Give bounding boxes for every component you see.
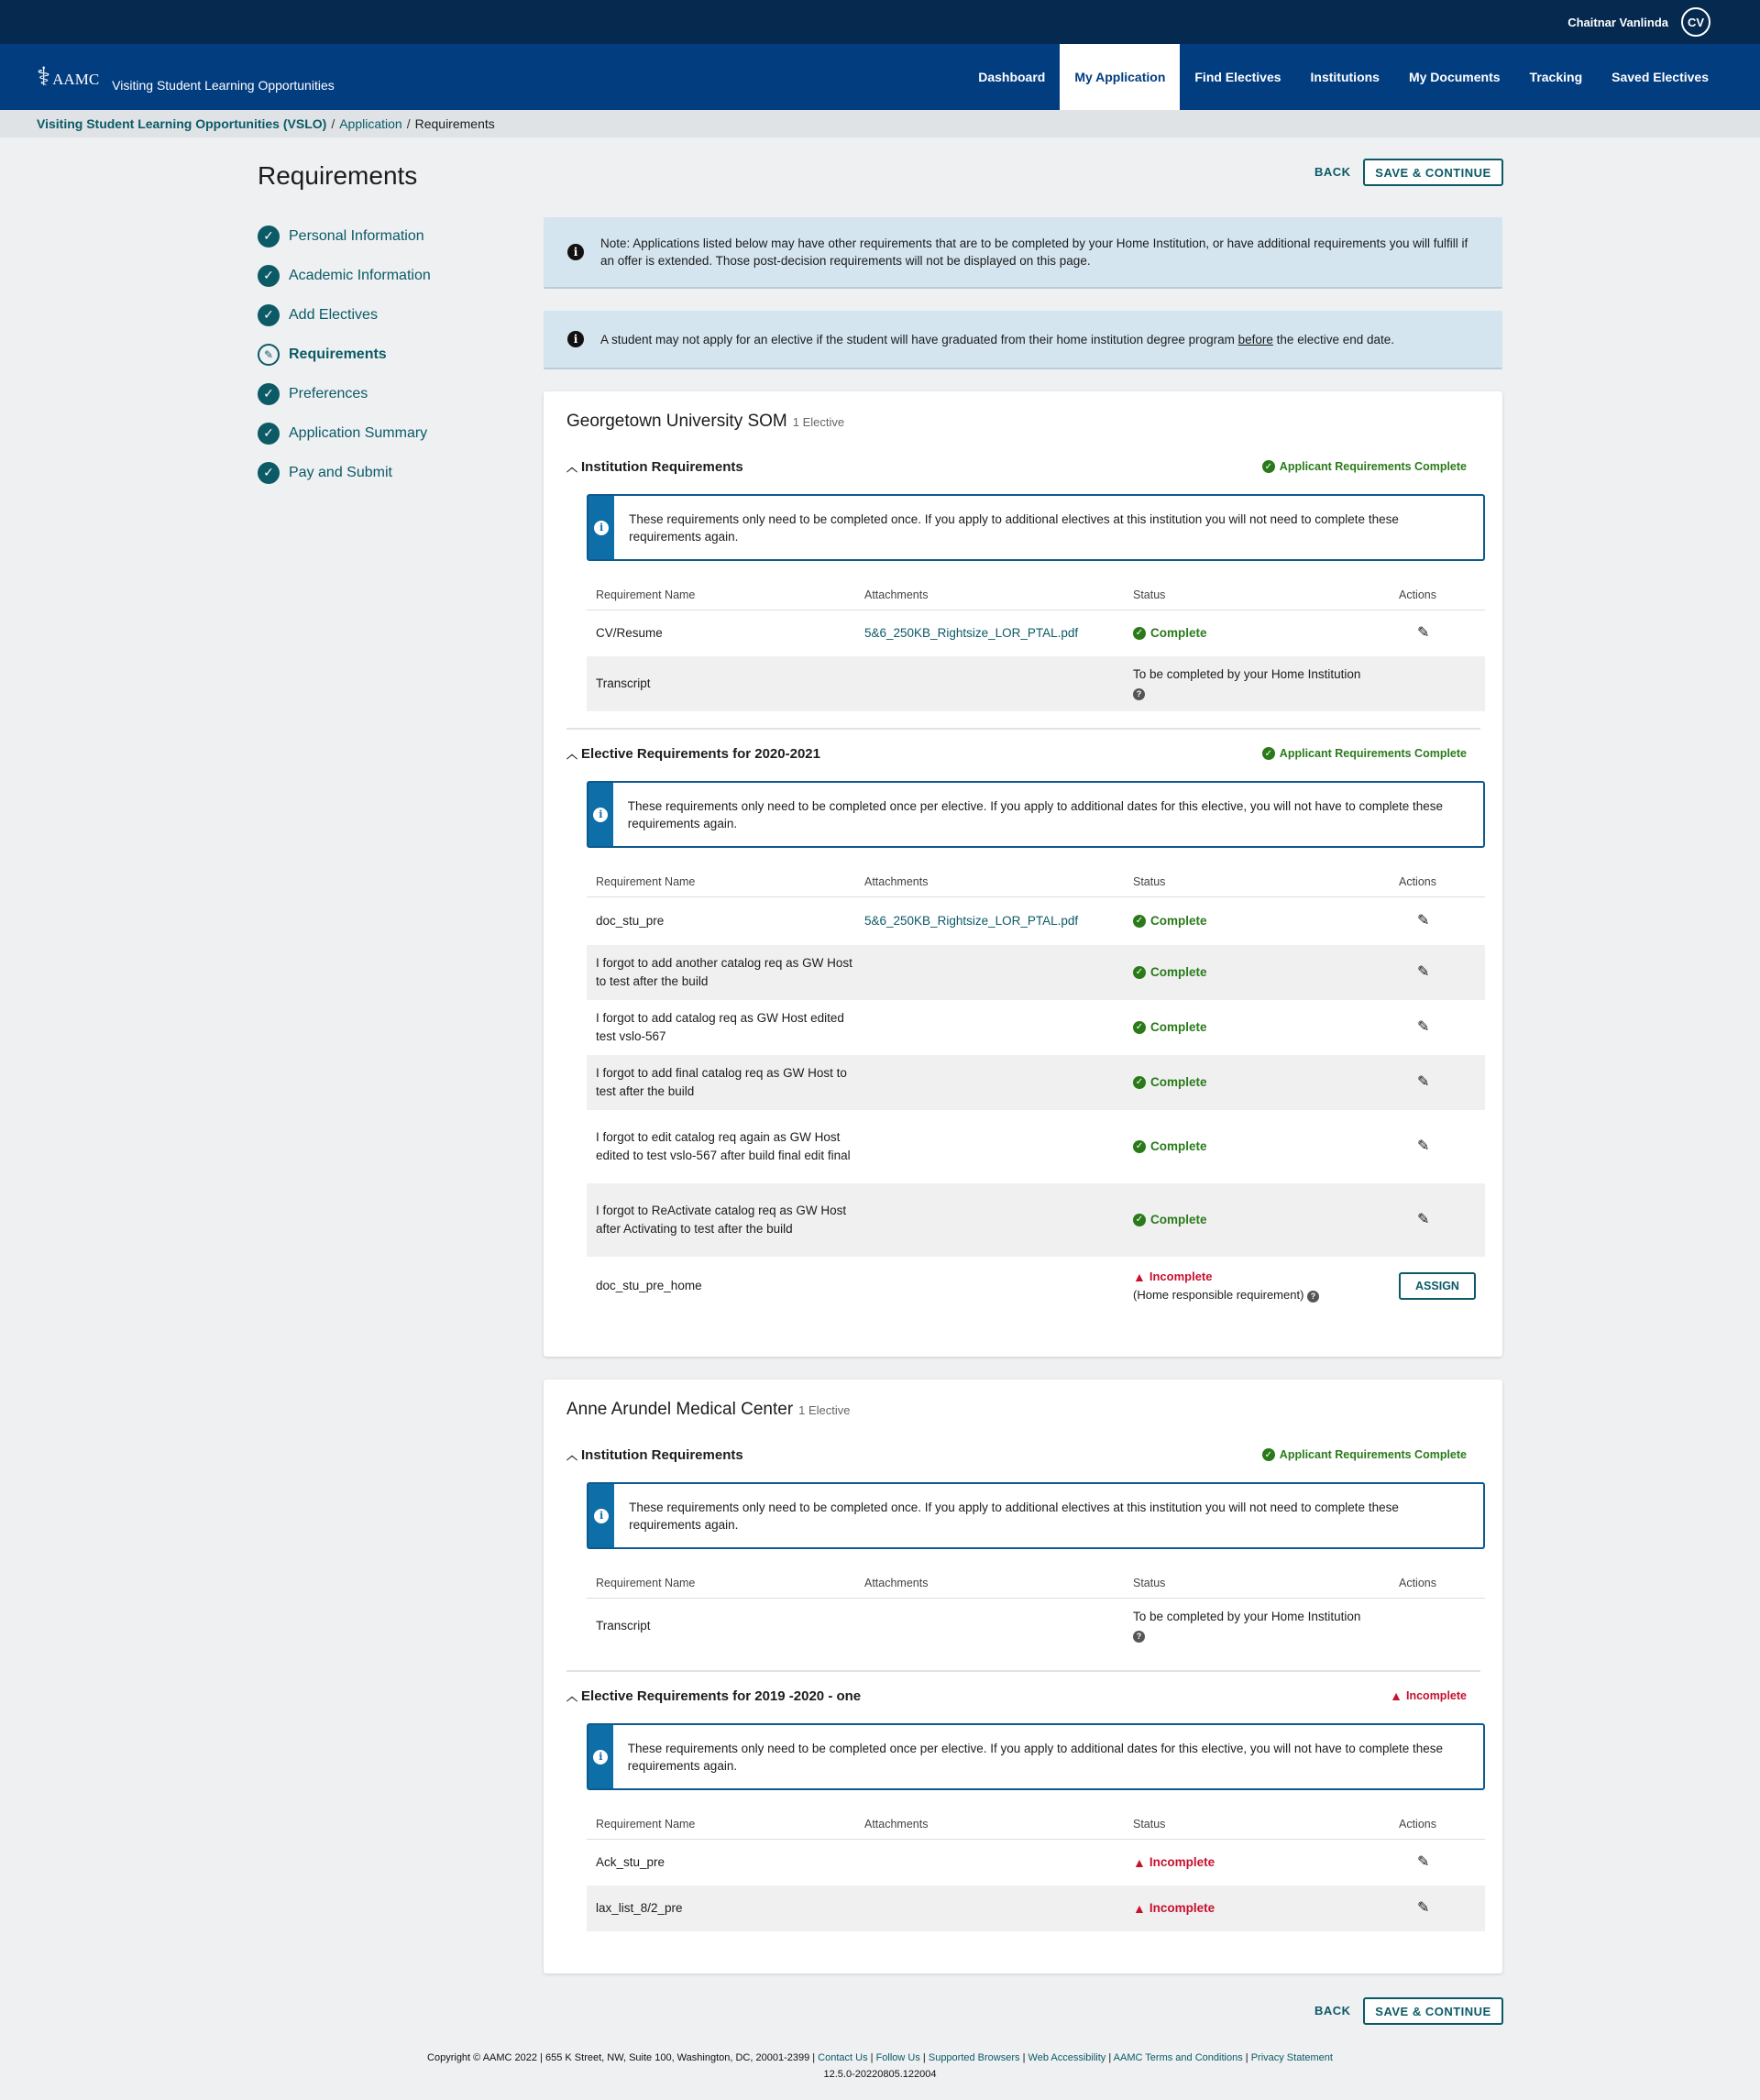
callout-bar [588,1484,614,1547]
table-row [587,1110,1485,1183]
institution-header [566,1400,1480,1420]
status-home [1133,1608,1399,1644]
step-pay-and-submit[interactable] [258,453,431,492]
note-text-part: A student may not apply for an elective if the student will have graduated from their home institution degree program [600,332,1238,346]
institution-card-anne-arundel [544,1380,1502,1974]
nav-tracking[interactable]: Tracking [1529,70,1583,84]
info-icon: i [594,1509,609,1523]
col-attachments: Attachments [864,1576,929,1589]
check-circle-icon: ✓ [258,383,280,405]
warning-icon: ▲ [1133,1901,1146,1916]
table-header [587,1809,1485,1840]
callout-text: These requirements only need to be completed once per elective. If you apply to additional dates for this elective, you will not have to complete these requirements again. [627,1741,1444,1773]
breadcrumb-sep: / [406,116,411,131]
table-row [587,1840,1485,1886]
status-home [1133,665,1399,702]
attachment-link[interactable]: 5&6_250KB_Rightsize_LOR_PTAL.pdf [864,626,1079,640]
col-actions: Actions [1399,588,1436,601]
section-title: Elective Requirements for 2019 -2020 - one [581,1688,862,1704]
check-circle-icon: ✓ [258,304,280,326]
top-bar [0,0,1760,44]
table-row [587,897,1485,945]
actions-cell [1399,1018,1481,1037]
col-actions: Actions [1399,1817,1436,1831]
check-circle-icon: ✓ [258,225,280,247]
note-text: Note: Applications listed below may have other requirements that are to be completed by your Home Institution, or have additional requirements you will fulfill if an offer is extended. Those post-decision requirements will not be displayed on this page. [600,236,1468,268]
check-circle-icon: ✓ [1133,1214,1146,1226]
help-icon[interactable]: ? [1133,1631,1145,1643]
help-icon[interactable]: ? [1133,688,1145,700]
caduceus-icon: ⚕ [37,61,51,92]
brand[interactable] [37,44,335,110]
status-complete [1133,912,1399,930]
actions-cell [1399,1853,1481,1872]
actions-cell [1399,1211,1481,1229]
section-header[interactable] [566,457,1480,476]
chevron-up-icon[interactable]: ︿ [566,747,578,761]
step-label: Add Electives [289,306,378,323]
step-requirements[interactable] [258,335,431,374]
status-text: Complete [1150,1139,1207,1153]
note-banner-post-decision [544,217,1502,289]
table-header [587,579,1485,610]
footer [0,2050,1760,2083]
status-incomplete [1133,1853,1399,1872]
table-row [587,1055,1485,1110]
check-circle-icon: ✓ [1262,1448,1275,1461]
table-header [587,866,1485,897]
nav-my-documents[interactable]: My Documents [1408,70,1501,84]
check-circle-icon: ✓ [1133,966,1146,979]
step-label: Preferences [289,385,368,401]
col-name: Requirement Name [596,874,696,888]
footer-link-privacy[interactable]: Privacy Statement [1250,2052,1333,2063]
step-label: Personal Information [289,227,424,244]
status-text: Complete [1150,965,1207,979]
section-title-wrap [566,1688,861,1704]
status-text: Applicant Requirements Complete [1279,747,1467,760]
check-circle-icon: ✓ [258,265,280,287]
footer-link-accessibility[interactable]: Web Accessibility [1028,2052,1106,2063]
aamc-logo[interactable] [37,61,100,92]
divider [566,728,1480,730]
check-circle-icon: ✓ [258,423,280,445]
status-subtext: (Home responsible requirement) [1133,1288,1304,1302]
status-text: Applicant Requirements Complete [1279,1448,1467,1461]
requirement-name: CV/Resume [596,626,663,640]
status-complete [1133,1138,1399,1156]
section-status [1262,460,1467,473]
requirements-table [587,1567,1485,1654]
nav-find-electives[interactable]: Find Electives [1194,70,1282,84]
institution-name: Georgetown University SOM [566,412,787,431]
version: 12.5.0-20220805.122004 [823,2069,937,2080]
requirement-name: I forgot to edit catalog req again as GW Host edited to test vslo-567 after build final edit final [596,1130,851,1162]
check-circle-icon: ✓ [1133,1021,1146,1034]
requirements-table [587,866,1485,1315]
check-circle-icon: ✓ [1262,747,1275,760]
pencil-icon[interactable]: ✎ [1417,913,1430,929]
info-icon: i [567,331,584,347]
info-callout [587,1482,1485,1549]
elective-count: 1 Elective [798,1403,851,1417]
note-text [600,331,1394,348]
section-title: Institution Requirements [581,458,743,475]
info-icon: i [594,521,609,535]
col-name: Requirement Name [596,1817,696,1831]
avatar[interactable]: CV [1681,7,1710,37]
check-circle-icon: ✓ [1133,1140,1146,1153]
check-circle-icon: ✓ [1133,1076,1146,1089]
actions-cell [1399,1138,1481,1156]
callout-bar [588,1725,613,1788]
requirement-name: Ack_stu_pre [596,1855,666,1869]
step-application-summary[interactable] [258,413,431,453]
nav-institutions[interactable]: Institutions [1310,70,1380,84]
nav-links [963,44,1723,110]
col-name: Requirement Name [596,588,696,601]
logo-text: AAMC [52,71,100,88]
chevron-up-icon[interactable]: ︿ [566,460,578,474]
user-name[interactable]: Chaitnar Vanlinda [1568,15,1668,29]
actions-cell [1399,912,1481,930]
breadcrumb-sep: / [331,116,336,131]
warning-icon: ▲ [1133,1855,1146,1870]
callout-text: These requirements only need to be completed once. If you apply to additional electives at this institution you will not need to complete these requirements again. [629,1500,1399,1532]
pencil-icon[interactable]: ✎ [1417,1900,1430,1916]
requirement-name: Transcript [596,1619,651,1633]
section-title: Institution Requirements [581,1446,743,1463]
status-text: To be completed by your Home Institution [1133,1610,1361,1623]
step-label: Requirements [289,346,387,362]
status-text: Complete [1150,626,1207,640]
requirement-name: I forgot to add final catalog req as GW Host to test after the build [596,1066,847,1098]
nav-saved-electives[interactable]: Saved Electives [1612,70,1709,84]
info-callout [587,494,1485,561]
step-label: Academic Information [289,267,431,283]
section-header[interactable] [566,1446,1480,1464]
pencil-icon[interactable]: ✎ [1417,1019,1430,1035]
requirement-name: lax_list_8/2_pre [596,1901,683,1915]
pencil-icon[interactable]: ✎ [1417,1138,1430,1154]
footer-link-contact[interactable]: Contact Us [818,2052,868,2063]
status-text: Incomplete [1406,1689,1467,1702]
step-label: Pay and Submit [289,464,392,480]
institution-name: Anne Arundel Medical Center [566,1400,794,1419]
actions-cell [1399,963,1481,982]
status-text: To be completed by your Home Institution [1133,667,1361,681]
callout-bar [588,496,614,559]
pencil-icon[interactable]: ✎ [1417,1074,1430,1090]
section-header[interactable] [566,744,1480,763]
copyright: Copyright © AAMC 2022 | 655 K Street, NW, Suite 100, Washington, DC, 20001-2399 | [427,2052,819,2063]
status-text: Incomplete [1149,1855,1216,1869]
note-banner-graduation [544,311,1502,369]
nav-dashboard[interactable]: Dashboard [978,70,1046,84]
step-personal-information[interactable] [258,216,431,256]
step-label: Application Summary [289,424,428,441]
institution-card-georgetown [544,391,1502,1357]
col-status: Status [1133,588,1166,601]
breadcrumb-application[interactable]: Application [339,116,402,131]
check-circle-icon: ✓ [1133,915,1146,928]
footer-line: Copyright © AAMC 2022 | 655 K Street, NW, Suite 100, Washington, DC, 20001-2399 | Contact Us | Follow Us | Supported Browsers | Web Accessibility | AAMC Terms and Conditions | Privacy Statement [427,2052,1333,2063]
back-button-bottom[interactable]: BACK [1314,2004,1351,2018]
institution-header [566,412,1480,432]
status-complete [1133,1018,1399,1037]
page-title: Requirements [258,161,418,190]
col-attachments: Attachments [864,874,929,888]
col-attachments: Attachments [864,588,929,601]
requirement-name: Transcript [596,676,651,690]
status-text: Applicant Requirements Complete [1279,460,1467,473]
pencil-circle-icon: ✎ [258,344,280,366]
section-title: Elective Requirements for 2020-2021 [581,745,820,762]
step-preferences[interactable] [258,374,431,413]
actions-cell [1399,1272,1481,1300]
status-incomplete-label [1133,1268,1399,1286]
status-complete [1133,963,1399,982]
elective-count: 1 Elective [792,415,845,429]
warning-icon: ▲ [1133,1270,1146,1284]
section-title-wrap [566,746,820,762]
chevron-up-icon[interactable]: ︿ [566,1689,578,1703]
requirement-name: doc_stu_pre_home [596,1279,702,1292]
actions-cell [1399,624,1481,643]
status-incomplete [1133,1899,1399,1918]
section-title-wrap [566,1447,743,1463]
status-text: Complete [1150,1075,1207,1089]
callout-text: These requirements only need to be completed once. If you apply to additional electives at this institution you will not need to complete these requirements again. [629,511,1399,544]
step-nav [258,216,431,492]
table-row [587,1000,1485,1055]
callout-text: These requirements only need to be completed once per elective. If you apply to additional dates for this elective, you will not have to complete these requirements again. [627,798,1444,830]
breadcrumb-current: Requirements [414,116,495,131]
divider [566,1670,1480,1672]
check-circle-icon: ✓ [1262,460,1275,473]
status-complete [1133,1211,1399,1229]
col-name: Requirement Name [596,1576,696,1589]
actions-cell [1399,1899,1481,1918]
requirement-name: I forgot to ReActivate catalog req as GW Host after Activating to test after the build [596,1204,847,1236]
status-incomplete [1133,1268,1399,1304]
table-row [587,1599,1485,1654]
requirement-name: I forgot to add catalog req as GW Host edited test vslo-567 [596,1011,844,1043]
col-actions: Actions [1399,1576,1436,1589]
status-text: Incomplete [1149,1901,1216,1915]
info-icon: i [567,244,584,260]
col-actions: Actions [1399,874,1436,888]
section-title-wrap [566,459,743,475]
table-row [587,1886,1485,1931]
col-attachments: Attachments [864,1817,929,1831]
nav-my-application[interactable]: My Application [1060,44,1180,110]
info-icon: i [593,1750,608,1765]
breadcrumb-root[interactable]: Visiting Student Learning Opportunities (VSLO) [37,116,327,131]
requirement-name: I forgot to add another catalog req as GW Host to test after the build [596,956,852,988]
assign-button[interactable]: ASSIGN [1399,1272,1476,1300]
pencil-icon[interactable]: ✎ [1417,1854,1430,1870]
table-row [587,1257,1485,1315]
footer-link-follow[interactable]: Follow Us [875,2052,920,2063]
check-circle-icon: ✓ [258,462,280,484]
attachment-link[interactable]: 5&6_250KB_Rightsize_LOR_PTAL.pdf [864,914,1079,928]
table-row [587,656,1485,711]
actions-cell [1399,1073,1481,1092]
brand-title: Visiting Student Learning Opportunities [112,78,335,93]
save-continue-button[interactable]: SAVE & CONTINUE [1363,159,1503,186]
requirements-table [587,1809,1485,1931]
pencil-icon[interactable]: ✎ [1417,625,1430,641]
status-text: Complete [1150,914,1207,928]
help-icon[interactable]: ? [1307,1291,1319,1303]
back-button[interactable]: BACK [1314,165,1351,179]
check-circle-icon: ✓ [1133,627,1146,640]
status-text: Incomplete [1149,1270,1213,1283]
table-row [587,610,1485,656]
status-complete [1133,1073,1399,1092]
section-status [1262,747,1467,760]
footer-link-browsers[interactable]: Supported Browsers [928,2052,1020,2063]
note-text-part: the elective end date. [1272,332,1395,346]
pencil-icon[interactable]: ✎ [1417,964,1430,980]
callout-bar [588,783,613,846]
warning-icon: ▲ [1390,1688,1402,1703]
col-status: Status [1133,874,1166,888]
pencil-icon[interactable]: ✎ [1417,1212,1430,1227]
note-text-emphasis: before [1238,332,1273,346]
table-header [587,1567,1485,1599]
table-row [587,945,1485,1000]
status-complete [1133,624,1399,643]
col-status: Status [1133,1576,1166,1589]
step-academic-information[interactable] [258,256,431,295]
step-add-electives[interactable] [258,295,431,335]
info-icon: i [593,808,608,822]
section-status [1262,1448,1467,1461]
requirements-table [587,579,1485,711]
breadcrumb [0,110,1760,137]
status-text: Complete [1150,1213,1207,1226]
section-status [1390,1688,1467,1703]
status-text: Complete [1150,1020,1207,1034]
requirement-name: doc_stu_pre [596,914,665,928]
col-status: Status [1133,1817,1166,1831]
section-header[interactable] [566,1687,1480,1705]
chevron-up-icon[interactable]: ︿ [566,1448,578,1462]
info-callout [587,1723,1485,1790]
save-continue-button-bottom[interactable]: SAVE & CONTINUE [1363,1997,1503,2025]
footer-link-terms[interactable]: AAMC Terms and Conditions [1113,2052,1243,2063]
main-nav [0,44,1760,110]
table-row [587,1183,1485,1257]
info-callout [587,781,1485,848]
